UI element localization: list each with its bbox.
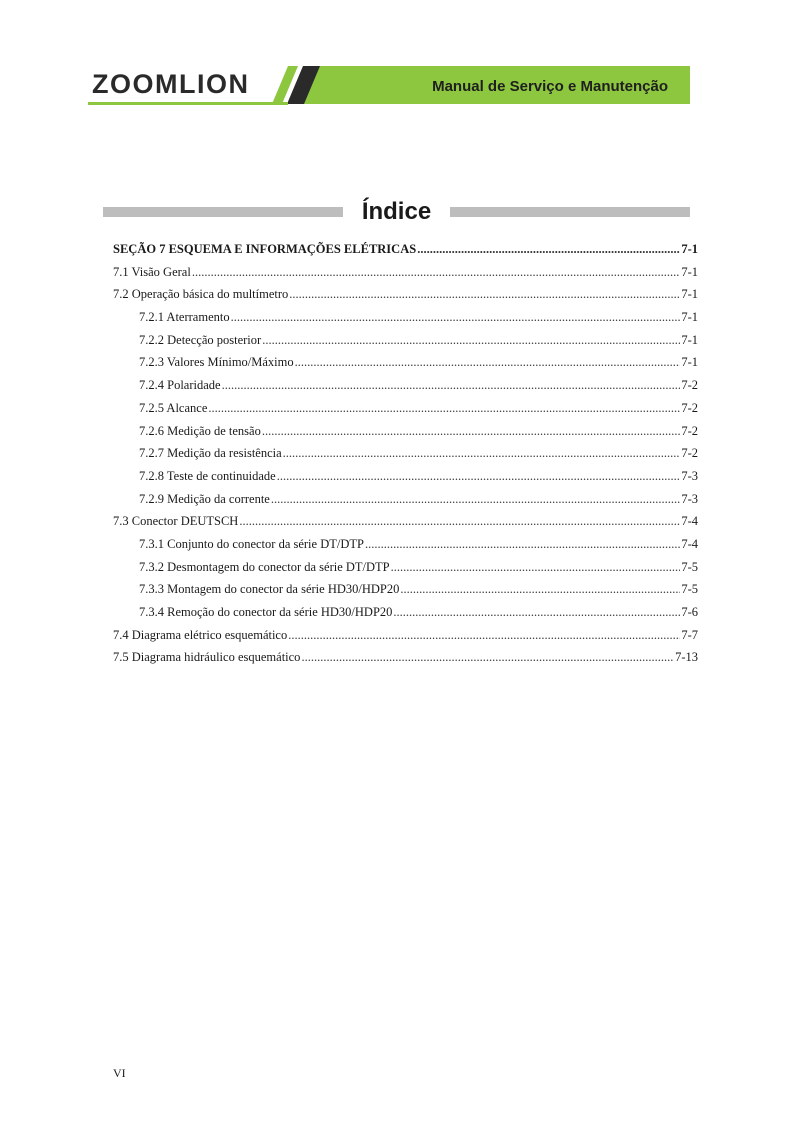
toc-entry[interactable] (113, 514, 698, 537)
toc-entry-page: 7-5 (681, 582, 698, 597)
heading-bar-left (103, 207, 343, 217)
toc-entry-label: 7.2.8 Teste de continuidade (139, 468, 276, 483)
toc-entry-page: 7-4 (681, 514, 698, 529)
toc-entry-page: 7-1 (681, 355, 698, 370)
toc-entry-page: 7-13 (675, 650, 698, 665)
toc-dot-leader (301, 650, 674, 665)
toc-entry-label: 7.2 Operação básica do multímetro (113, 287, 289, 302)
manual-title: Manual de Serviço e Manutenção (432, 78, 668, 95)
toc-dot-leader (222, 378, 681, 393)
toc-dot-leader (289, 287, 680, 302)
toc-dot-leader (288, 628, 680, 643)
toc-entry-label: 7.2.3 Valores Mínimo/Máximo (139, 355, 294, 370)
toc-entry-page: 7-2 (681, 400, 698, 415)
toc-dot-leader (391, 560, 681, 575)
toc-entry[interactable] (113, 310, 698, 333)
toc-entry-page: 7-2 (681, 446, 698, 461)
toc-entry[interactable] (113, 401, 698, 424)
toc-dot-leader (400, 582, 680, 597)
toc-entry[interactable] (113, 537, 698, 560)
toc-entry-label: 7.4 Diagrama elétrico esquemático (113, 627, 288, 642)
toc-entry[interactable] (113, 628, 698, 651)
toc-entry-label: 7.5 Diagrama hidráulico esquemático (113, 650, 301, 665)
toc-entry-page: 7-3 (681, 491, 698, 506)
toc-entry-label: 7.2.5 Alcance (139, 400, 208, 415)
toc-dot-leader (365, 537, 680, 552)
toc-entry-label: 7.2.2 Detecção posterior (139, 332, 262, 347)
toc-entry-page: 7-2 (681, 423, 698, 438)
toc-entry-page: 7-1 (681, 287, 698, 302)
toc-entry[interactable] (113, 265, 698, 288)
toc-dot-leader (277, 469, 681, 484)
toc-entry-page: 7-4 (681, 536, 698, 551)
toc-entry-label: 7.2.7 Medição da resistência (139, 446, 282, 461)
toc-entry[interactable] (113, 287, 698, 310)
toc-dot-leader (417, 242, 680, 257)
toc-dot-leader (208, 401, 680, 416)
toc-entry[interactable] (113, 650, 698, 673)
toc-entry-page: 7-5 (681, 559, 698, 574)
toc-entry-label: 7.2.1 Aterramento (139, 310, 230, 325)
toc-entry[interactable] (113, 469, 698, 492)
toc-entry[interactable] (113, 560, 698, 583)
toc-dot-leader (192, 265, 681, 280)
toc-entry-label: SEÇÃO 7 ESQUEMA E INFORMAÇÕES ELÉTRICAS (113, 242, 417, 256)
toc-dot-leader (239, 514, 680, 529)
toc-entry[interactable] (113, 333, 698, 356)
toc-entry-label: 7.2.9 Medição da corrente (139, 491, 270, 506)
page-number: VI (113, 1066, 126, 1080)
toc-entry-label: 7.1 Visão Geral (113, 264, 191, 279)
toc-entry[interactable] (113, 355, 698, 378)
toc-entry[interactable] (113, 424, 698, 447)
toc-dot-leader (393, 605, 680, 620)
toc-entry-page: 7-1 (681, 264, 698, 279)
toc-entry[interactable] (113, 242, 698, 265)
toc-entry-page: 7-1 (681, 310, 698, 325)
toc-entry-page: 7-2 (681, 378, 698, 393)
toc-entry-label: 7.3.1 Conjunto do conector da série DT/DTP (139, 536, 364, 551)
toc-entry-label: 7.3.4 Remoção do conector da série HD30/HDP20 (139, 605, 393, 619)
toc-entry-label: 7.3.2 Desmontagem do conector da série DT/DTP (139, 559, 390, 574)
toc-entry-page: 7-3 (681, 468, 698, 483)
toc-dot-leader (295, 355, 681, 370)
heading-bar-right (450, 207, 690, 217)
toc-entry-label: 7.3.3 Montagem do conector da série HD30/HDP20 (139, 582, 400, 597)
toc-entry[interactable] (113, 378, 698, 401)
toc-dot-leader (283, 446, 681, 461)
toc-entry-page: 7-1 (681, 242, 698, 256)
toc-entry-page: 7-6 (681, 605, 698, 619)
toc-entry-page: 7-7 (681, 627, 698, 642)
toc-dot-leader (231, 310, 681, 325)
toc-entry-page: 7-1 (681, 332, 698, 347)
toc-entry[interactable] (113, 446, 698, 469)
toc-dot-leader (271, 492, 680, 507)
toc-entry-label: 7.2.4 Polaridade (139, 378, 221, 393)
index-heading (103, 196, 690, 228)
toc-entry[interactable] (113, 605, 698, 628)
toc-entry[interactable] (113, 582, 698, 605)
index-title: Índice (361, 198, 432, 225)
toc-entry-label: 7.3 Conector DEUTSCH (113, 514, 239, 529)
table-of-contents (113, 242, 698, 673)
page-header (88, 66, 690, 106)
header-underline (88, 102, 288, 105)
brand-logo: ZOOMLION (92, 69, 250, 99)
toc-entry[interactable] (113, 492, 698, 515)
toc-dot-leader (262, 424, 680, 439)
toc-entry-label: 7.2.6 Medição de tensão (139, 423, 261, 438)
toc-dot-leader (262, 333, 680, 348)
